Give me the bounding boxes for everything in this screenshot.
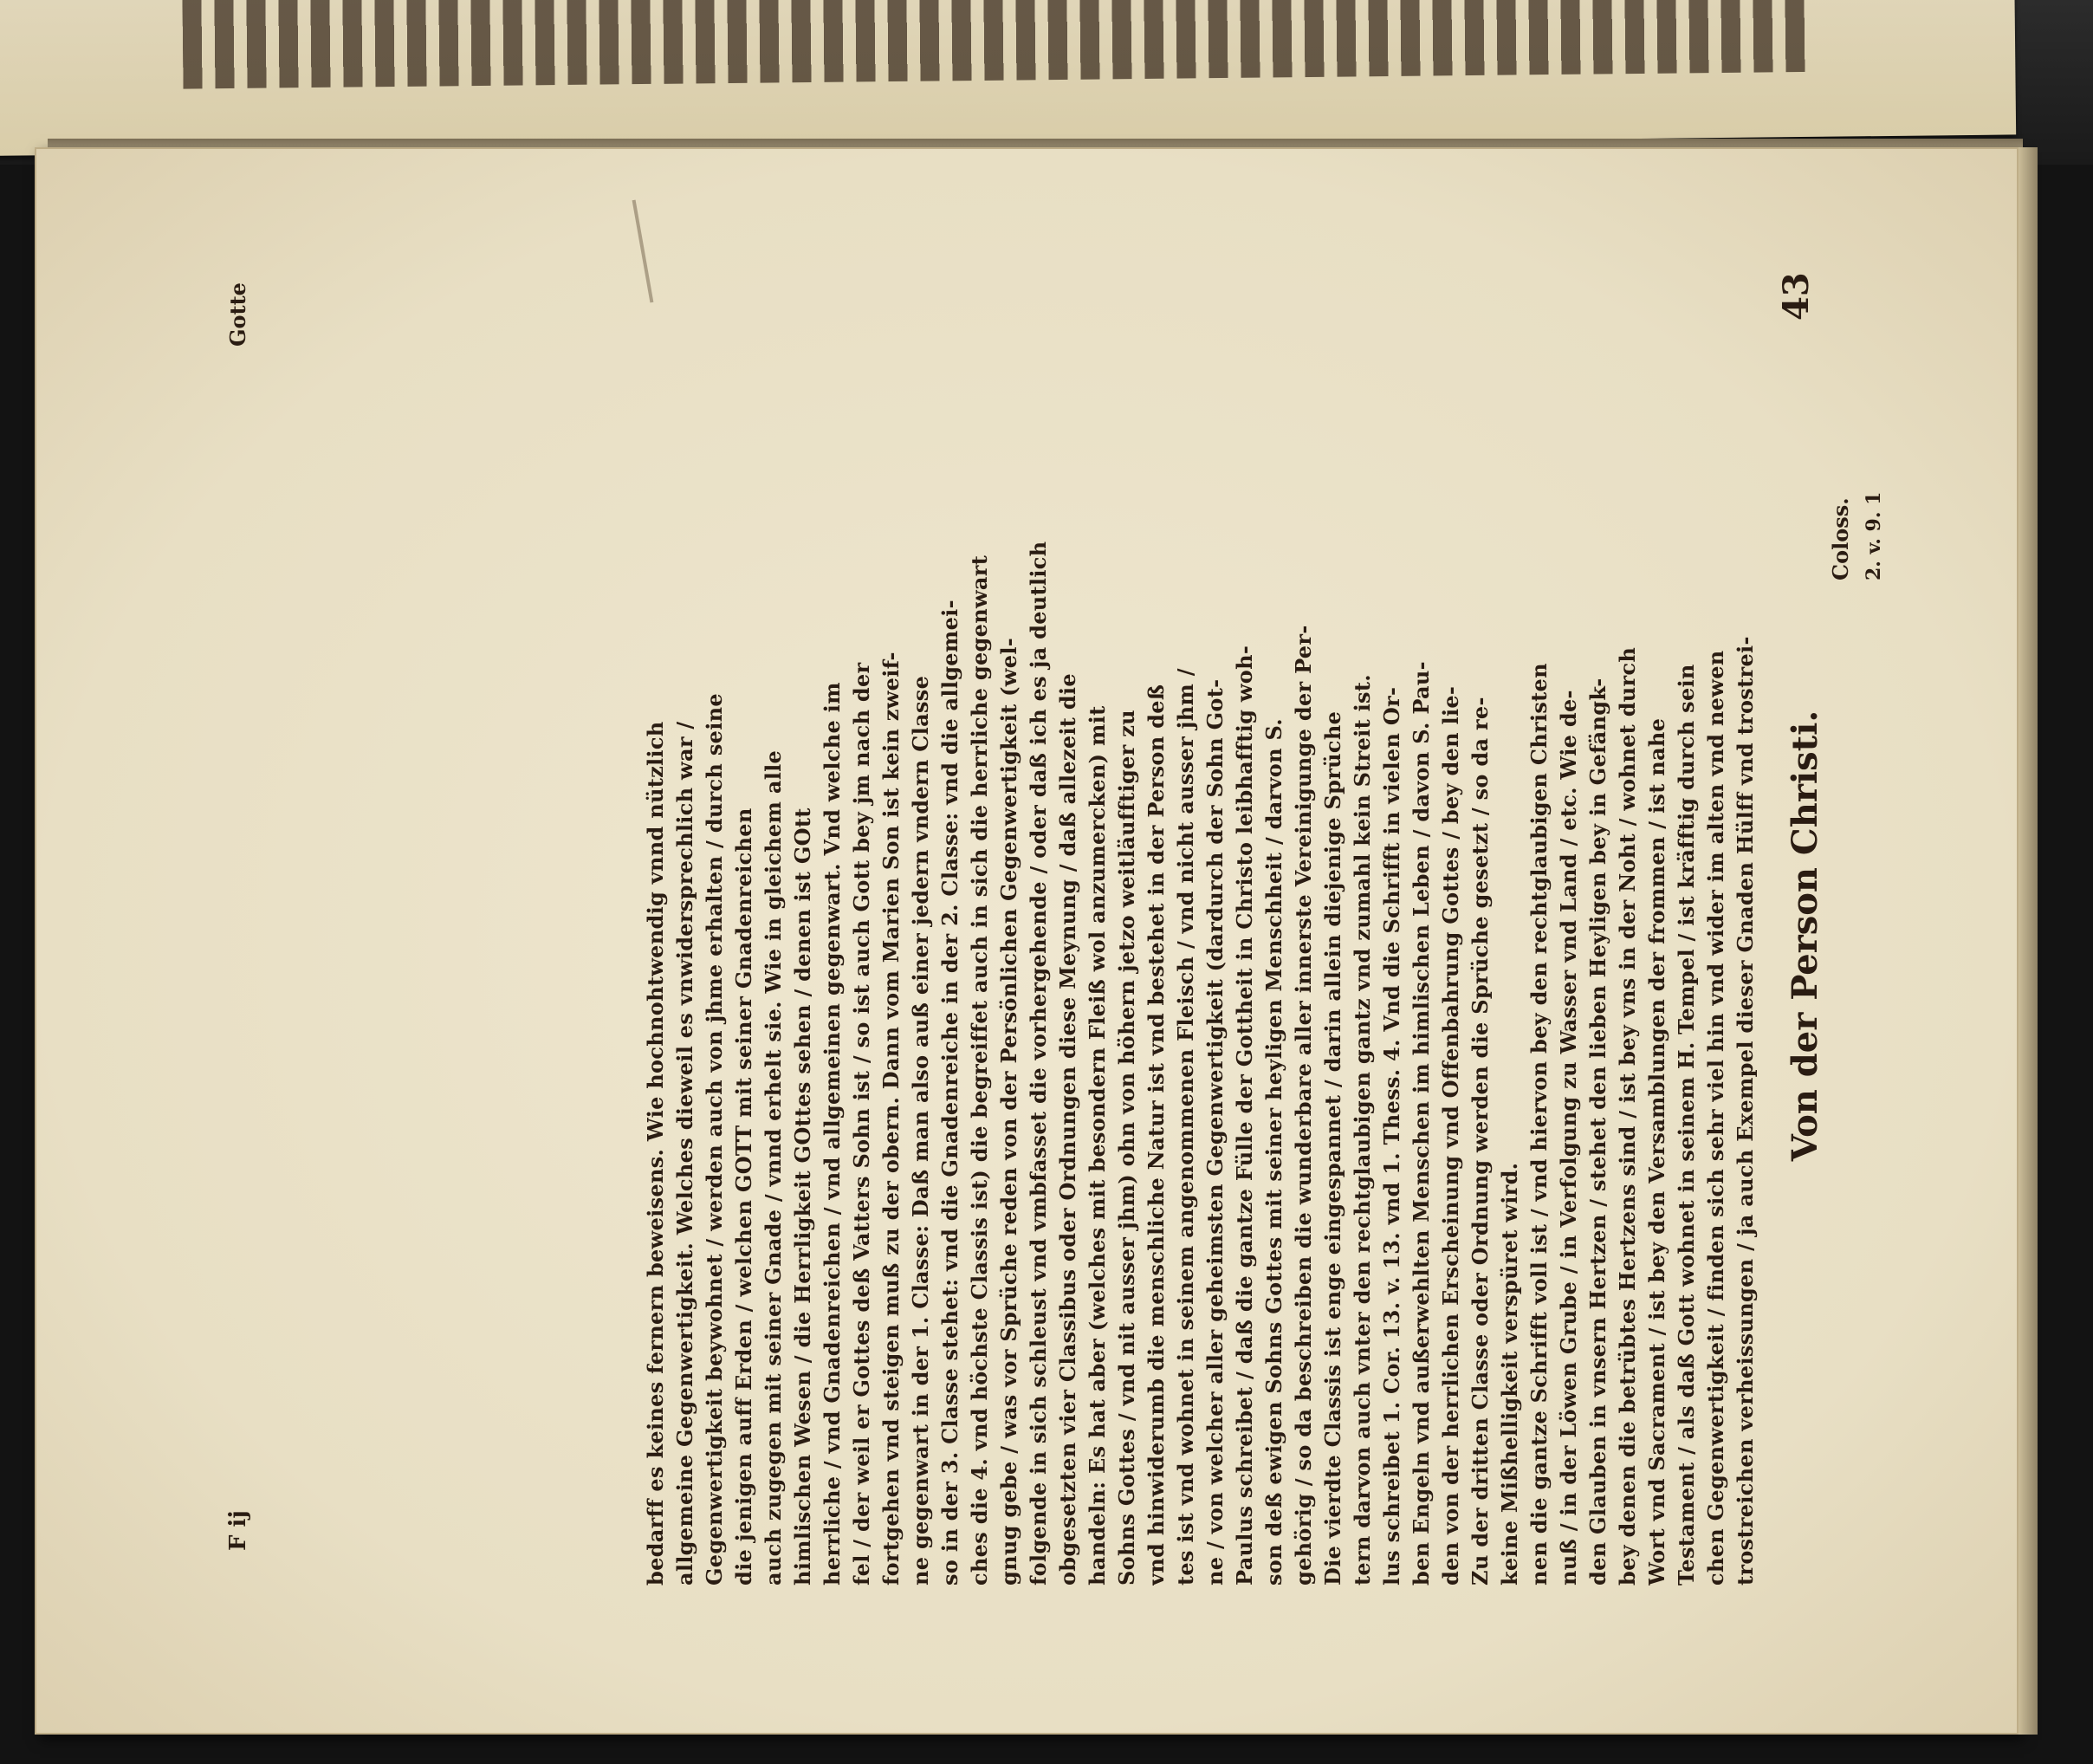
- text-line: ches die 4. vnd höchste Classis ist) die begreiffet auch in sich die herrliche gegenwart: [967, 554, 992, 1586]
- text-line: bedarff es keines fernern beweisens. Wie hochnohtwendig vnnd nützlich: [643, 721, 668, 1586]
- text-line: tes ist vnd wohnet in seinem angenommenen Fleisch / vnd nicht ausser jhm /: [1173, 668, 1198, 1586]
- page-number: 43: [1776, 272, 1817, 321]
- text-line: folgende in sich schleust vnd vmbfasset die vorhergehende / oder daß ich es ja deutlich: [1026, 541, 1051, 1586]
- text-line: ne gegenwart in der 1. Classe: Daß man also auß einer jedern vndern Classe: [908, 675, 933, 1586]
- text-line: Wort vnd Sacrament / ist bey den Versamblungen der frommen / ist nahe: [1644, 717, 1669, 1586]
- text-line: herrliche / vnd Gnadenreichen / vnd allgemeinen gegenwart. Vnd welche im: [820, 682, 845, 1586]
- text-line: auch zugegen mit seiner Gnade / vnnd erhelt sie. Wie in gleichem alle: [761, 749, 786, 1586]
- text-block-inner: [225, 272, 1885, 1586]
- text-line: bey denen die betrübtes Hertzens sind / ist bey vns in der Noht / wohnet durch: [1615, 646, 1640, 1586]
- rotated-text-block: [225, 272, 1885, 1586]
- text-line: trostreichen verheissungen / ja auch Exempel dieser Gnaden Hülff vnd trostrei-: [1733, 636, 1758, 1586]
- text-line: die jenigen auff Erden / welchen GOTT mit seiner Gnadenreichen: [731, 807, 756, 1586]
- text-line: den Glauben in vnsern Hertzen / stehet den lieben Heyligen bey in Gefängk-: [1585, 678, 1610, 1586]
- text-line: Gegenwertigkeit beywohnet / werden auch von jhme erhalten / durch seine: [702, 693, 727, 1586]
- text-line: tern darvon auch vnter den rechtglaubigen gantz vnd zumahl kein Streit ist.: [1350, 674, 1375, 1586]
- text-line: so in der 3. Classe stehet: vnd die Gnadenreiche in der 2. Classe: vnd die allgemei-: [937, 600, 962, 1586]
- text-line: gnug gebe / was vor Sprüche reden von der Persönlichen Gegenwertigkeit (wel-: [996, 638, 1021, 1586]
- text-line: Paulus schreibet / daß die gantze Fülle der Gottheit in Christo leibhafftig woh-: [1232, 645, 1257, 1586]
- text-line: fel / der weil er Gottes deß Vatters Sohn ist / so ist auch Gott bey jm nach der: [849, 662, 874, 1586]
- signature-mark: F ij: [225, 1510, 251, 1551]
- catchword: Gotte: [225, 282, 250, 347]
- text-line: Zu der dritten Classe oder Ordnung werden die Sprüche gesetzt / so da re-: [1468, 697, 1493, 1586]
- text-line: Testament / als daß Gott wohnet in seinem H. Tempel / ist kräfftig durch sein: [1674, 664, 1699, 1586]
- margin-note-reference: 2. v. 9. 1: [1863, 491, 1885, 580]
- text-line: son deß ewigen Sohns Gottes mit seiner heyligen Menschheit / darvon S.: [1261, 718, 1286, 1586]
- book-page: [35, 147, 2018, 1735]
- text-line: obgesetzten vier Classibus oder Ordnungen diese Meynung / daß allezeit die: [1055, 673, 1080, 1586]
- text-line: Die vierdte Classis ist enge eingespannet / darin allein diejenige Sprüche: [1320, 710, 1345, 1586]
- text-line: lus schreibet 1. Cor. 13. v. 13. vnd 1. Thess. 4. Vnd die Schrifft in vielen Or-: [1379, 686, 1404, 1586]
- text-line: himlischen Wesen / die Herrligkeit GOttes sehen / denen ist GOtt: [790, 807, 815, 1586]
- page-title: Von der Person Christi.: [1785, 710, 1825, 1162]
- text-line: ben Engeln vnd außerwehlten Menschen im himlischen Leben / davon S. Pau-: [1409, 661, 1434, 1586]
- text-line: handeln: Es hat aber (welches mit besondern Fleiß wol anzumercken) mit: [1085, 705, 1110, 1586]
- text-line: den von der herrlichen Erscheinung vnd Offenbahrung Gottes / bey den lie-: [1438, 685, 1463, 1586]
- text-line: vnd hinwiderumb die menschliche Natur ist vnd bestehet in der Person deß: [1144, 684, 1169, 1586]
- margin-note: Coloss.: [1828, 497, 1853, 580]
- text-line: nuß / in der Löwen Grube / in Verfolgung zu Wasser vnd Land / etc. Wie de-: [1556, 690, 1581, 1586]
- text-line: gehörig / so da beschreiben die wunderbare aller innerste Vereinigunge der Per-: [1291, 625, 1316, 1586]
- text-line: ne / von welcher aller geheimsten Gegenwertigkeit (dardurch der Sohn Got-: [1202, 678, 1228, 1586]
- text-line: keine Mißhelligkeit verspüret wird.: [1497, 1162, 1522, 1586]
- text-line: chen Gegenwertigkeit / finden sich sehr viel hin vnd wider im alten vnd newen: [1703, 650, 1728, 1586]
- text-line: Sohns Gottes / vnd nit ausser jhm) ohn von höhern jetzo weitläufftiger zu: [1114, 710, 1139, 1586]
- previous-page-text: [182, 0, 1811, 89]
- text-line: nen die gantze Schrifft voll ist / vnd hiervon bey den rechtglaubigen Christen: [1526, 663, 1552, 1586]
- body-text: [641, 286, 2093, 1586]
- previous-page: [0, 0, 2016, 156]
- text-line: fortgehen vnd steigen muß zu der obern. Dann vom Marien Son ist kein zweif-: [878, 652, 904, 1586]
- text-line: allgemeine Gegenwertigkeit. Welches dieweil es vnwidersprechlich war /: [672, 721, 697, 1586]
